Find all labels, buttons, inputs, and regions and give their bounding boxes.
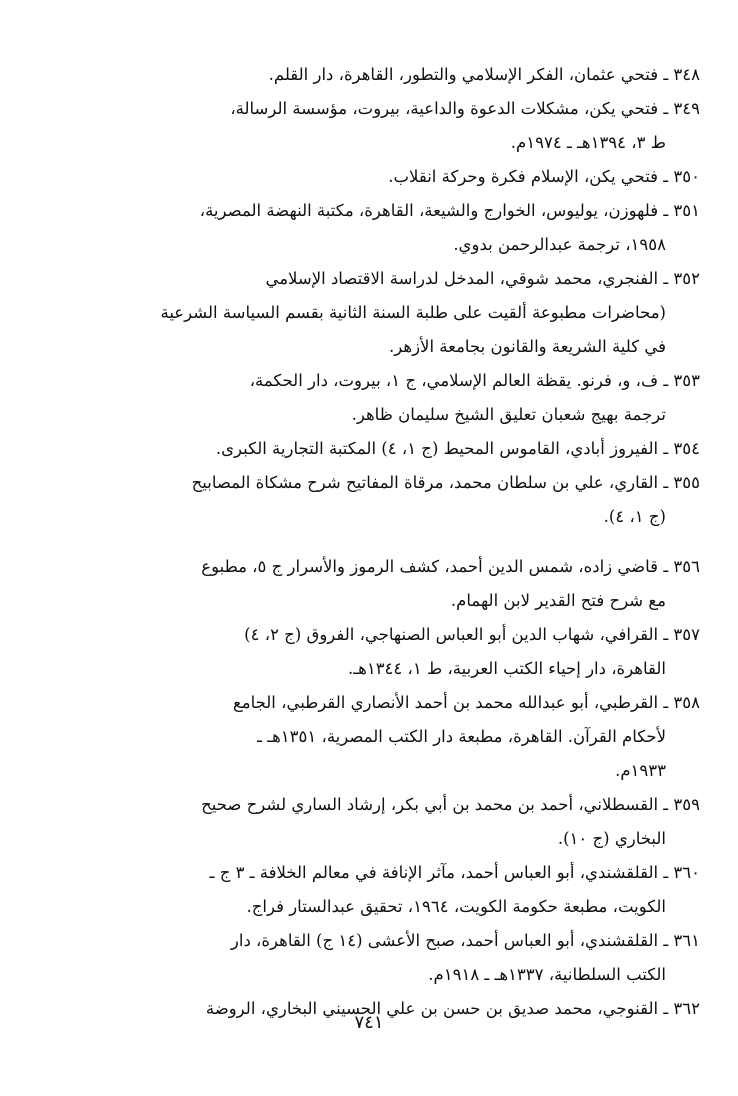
entry-line: ٣٦٢ ـ القنوجي، محمد صديق بن حسن بن علي الحسيني البخاري، الروضة — [205, 999, 700, 1018]
entry-350 — [110, 160, 700, 194]
entry-354 — [110, 432, 700, 466]
entry-355 — [110, 466, 700, 534]
entry-352 — [110, 262, 700, 364]
entry-line: (ج ١، ٤). — [603, 507, 666, 526]
entry-line: ٣٦٠ ـ القلقشندي، أبو العباس أحمد، مآثر الإنافة في معالم الخلافة ـ ٣ ج ـ — [209, 863, 700, 882]
entry-line: ٣٤٨ ـ فتحي عثمان، الفكر الإسلامي والتطور، القاهرة، دار القلم. — [268, 65, 700, 84]
entry-348 — [110, 58, 700, 92]
entry-line: البخاري (ج ١٠). — [557, 829, 666, 848]
entry-351 — [110, 194, 700, 262]
entry-line: (محاضرات مطبوعة ألقيت على طلبة السنة الثانية بقسم السياسة الشرعية — [160, 303, 666, 322]
entry-line: ٣٥٨ ـ القرطبي، أبو عبدالله محمد بن أحمد الأنصاري القرطبي، الجامع — [232, 693, 700, 712]
entry-356 — [110, 550, 700, 618]
entry-line: مع شرح فتح القدير لابن الهمام. — [450, 591, 666, 610]
entry-line: ١٩٥٨، ترجمة عبدالرحمن بدوي. — [453, 235, 666, 254]
section-gap — [110, 534, 700, 550]
entry-line: ترجمة بهيج شعبان تعليق الشيخ سليمان ظاهر. — [351, 405, 666, 424]
entry-line: الكويت، مطبعة حكومة الكويت، ١٩٦٤، تحقيق عبدالستار فراج. — [246, 897, 666, 916]
entry-line: ٣٥٠ ـ فتحي يكن، الإسلام فكرة وحركة انقلاب. — [388, 167, 700, 186]
entry-359 — [110, 788, 700, 856]
entry-360 — [110, 856, 700, 924]
entry-line: القاهرة، دار إحياء الكتب العربية، ط ١، ١٣٤٤هـ. — [348, 659, 666, 678]
entry-353 — [110, 364, 700, 432]
entry-357 — [110, 618, 700, 686]
entry-line: ٣٥٤ ـ الفيروز أبادي، القاموس المحيط (ج ١، ٤) المكتبة التجارية الكبرى. — [215, 439, 700, 458]
entry-line: ١٩٣٣م. — [615, 761, 666, 780]
page-number: ٧٤١ — [354, 1012, 384, 1033]
entry-line: ٣٥٧ ـ القرافي، شهاب الدين أبو العباس الصنهاجي، الفروق (ج ٢، ٤) — [244, 625, 700, 644]
bibliography-page — [110, 58, 700, 1026]
entry-line: لأحكام القرآن. القاهرة، مطبعة دار الكتب المصرية، ١٣٥١هـ ـ — [257, 727, 666, 746]
entry-349 — [110, 92, 700, 160]
entry-line: ٣٥٣ ـ ف، و، فرنو. يقظة العالم الإسلامي، ج ١، بيروت، دار الحكمة، — [249, 371, 700, 390]
entry-line: ط ٣، ١٣٩٤هـ ـ ١٩٧٤م. — [510, 133, 666, 152]
entry-line: ٣٦١ ـ القلقشندي، أبو العباس أحمد، صبح الأعشى (١٤ ج) القاهرة، دار — [230, 931, 700, 950]
entry-line: الكتب السلطانية، ١٣٣٧هـ ـ ١٩١٨م. — [428, 965, 666, 984]
entry-line: ٣٤٩ ـ فتحي يكن، مشكلات الدعوة والداعية، بيروت، مؤسسة الرسالة، — [230, 99, 700, 118]
entry-358 — [110, 686, 700, 788]
entry-line: ٣٥٦ ـ قاضي زاده، شمس الدين أحمد، كشف الرموز والأسرار ج ٥، مطبوع — [201, 557, 700, 576]
entry-361 — [110, 924, 700, 992]
entry-line: ٣٥٥ ـ القاري، علي بن سلطان محمد، مرقاة المفاتيح شرح مشكاة المصابيح — [191, 473, 700, 492]
entry-line: ٣٥٩ ـ القسطلاني، أحمد بن محمد بن أبي بكر، إرشاد الساري لشرح صحيح — [201, 795, 700, 814]
entry-line: في كلية الشريعة والقانون بجامعة الأزهر. — [389, 337, 666, 356]
entry-line: ٣٥٢ ـ الفنجري، محمد شوقي، المدخل لدراسة الاقتصاد الإسلامي — [265, 269, 700, 288]
entry-line: ٣٥١ ـ فلهوزن، يوليوس، الخوارج والشيعة، القاهرة، مكتبة النهضة المصرية، — [199, 201, 700, 220]
